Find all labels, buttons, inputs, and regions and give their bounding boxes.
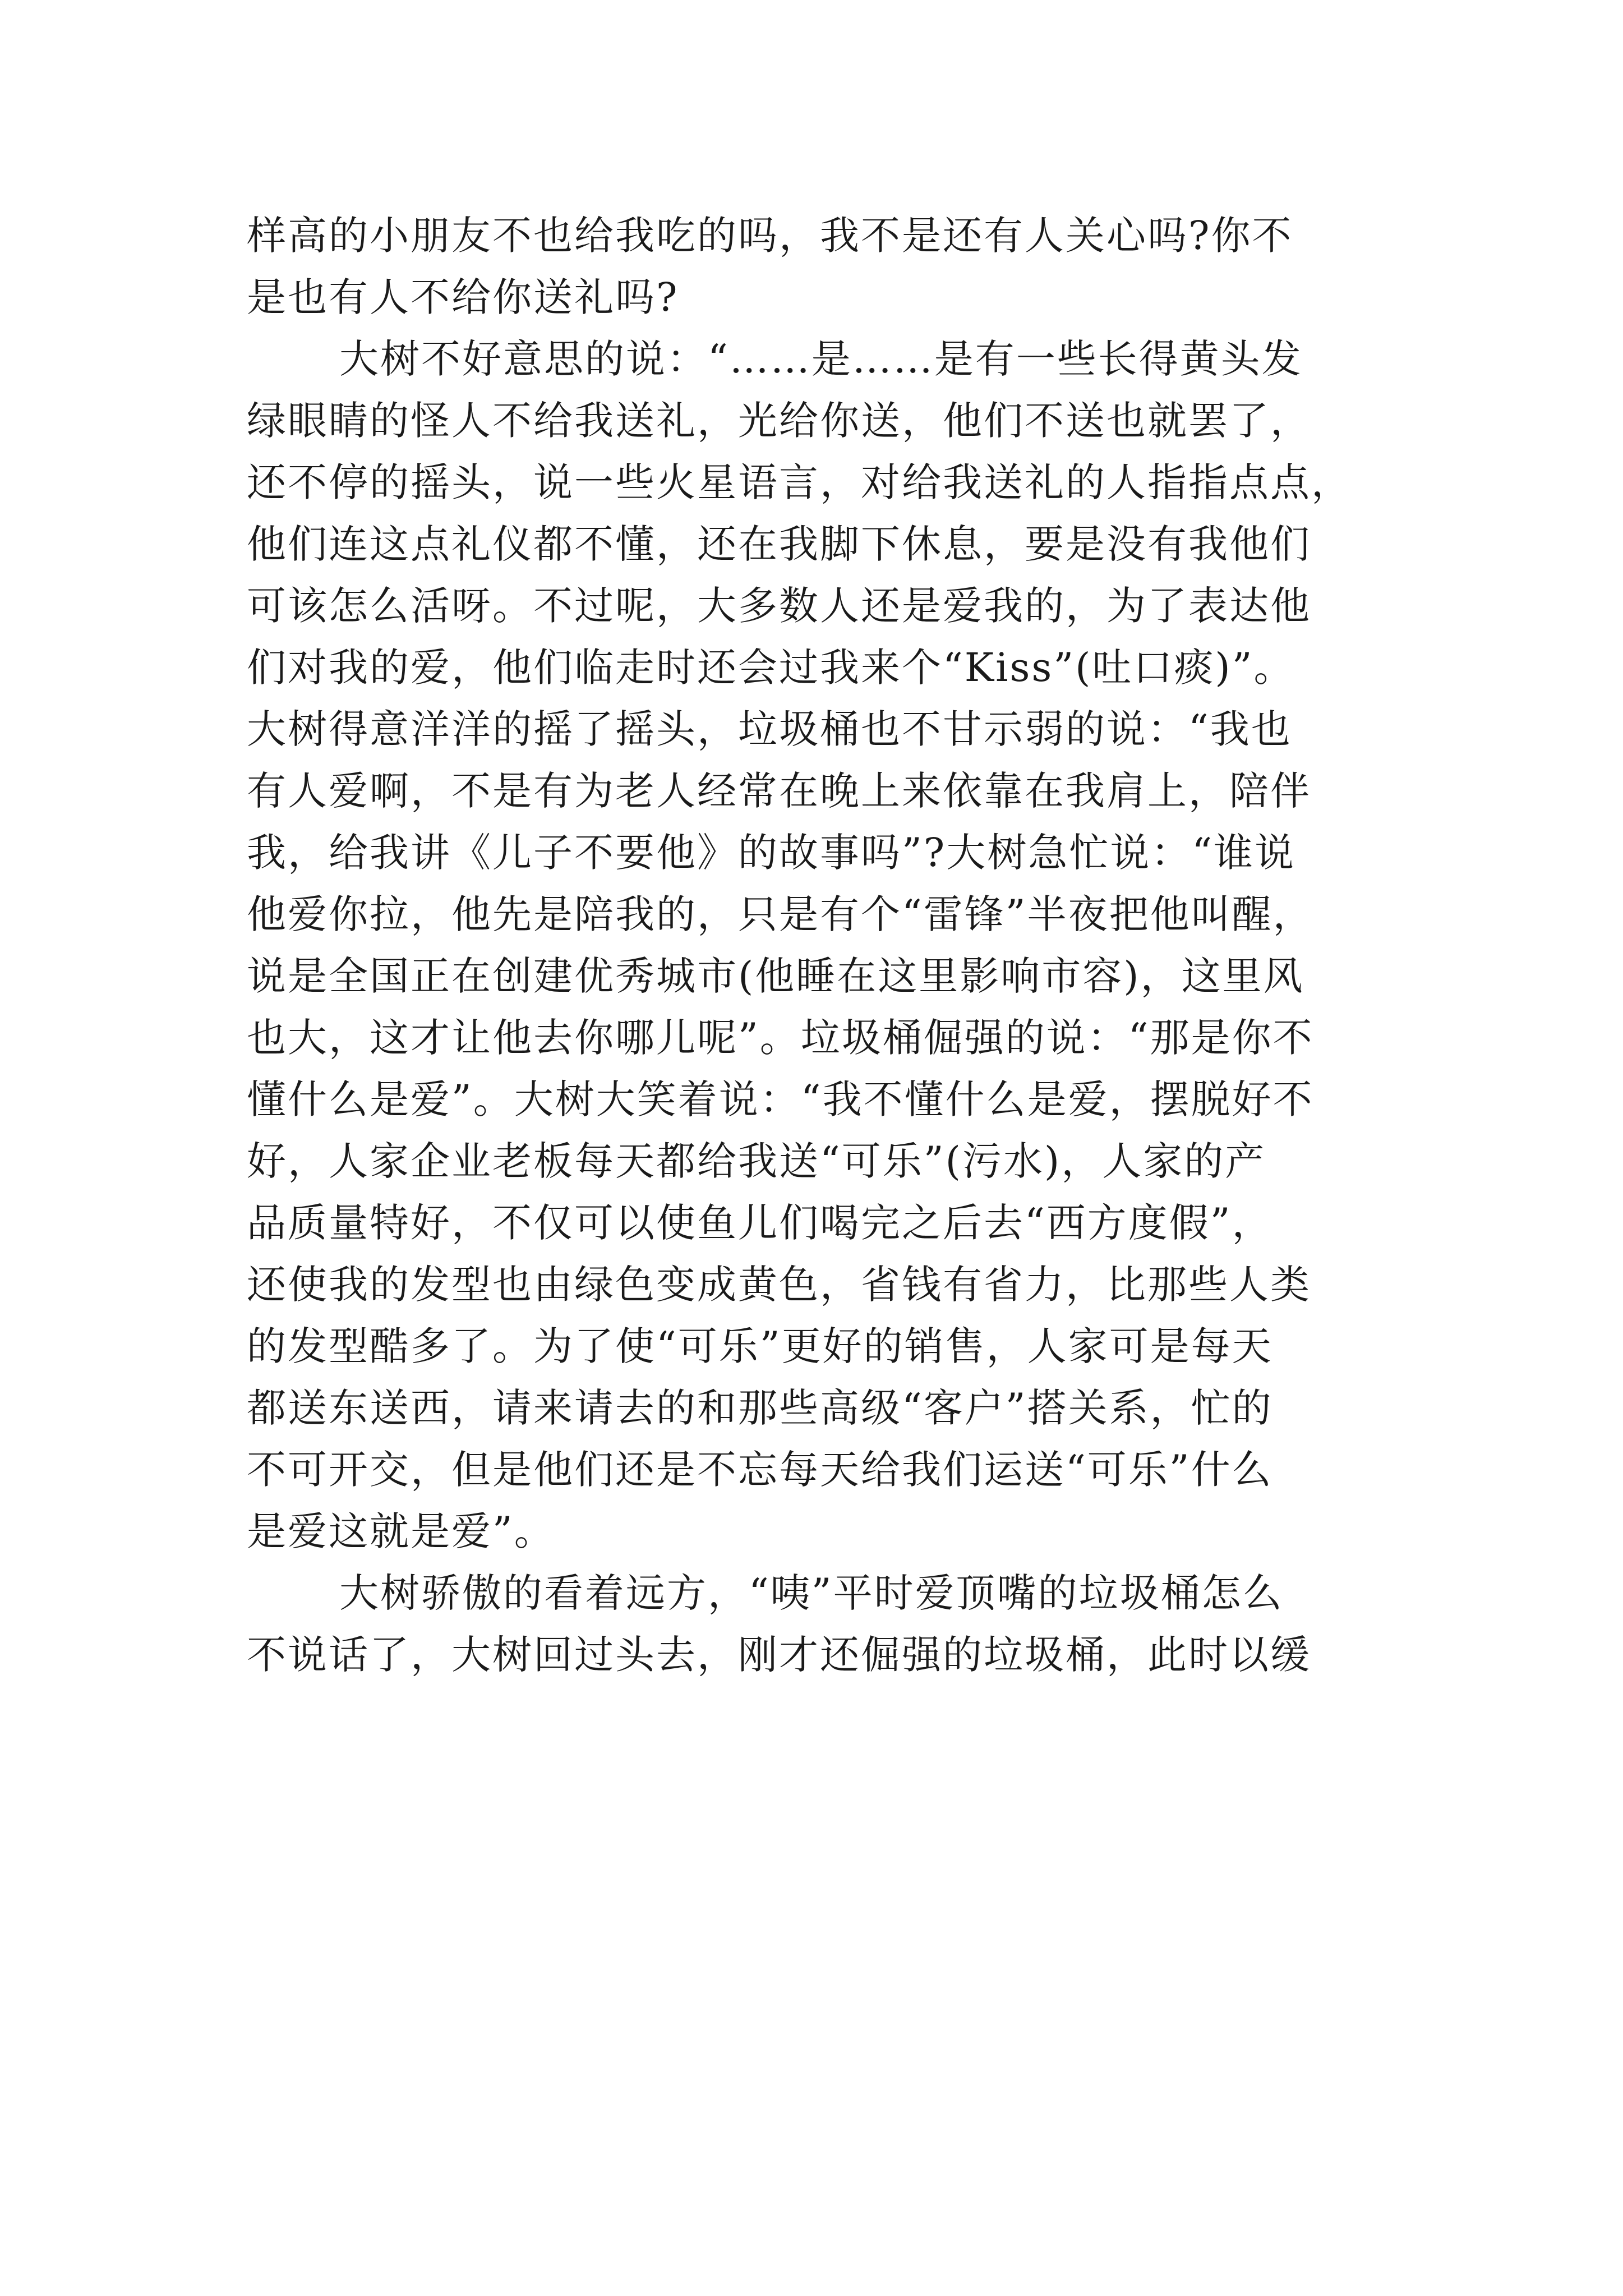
text-line: 大树骄傲的看着远方，“咦”平时爱顶嘴的垃圾桶怎么 [339,1570,1284,1616]
text-line: 绿眼睛的怪人不给我送礼，光给你送，他们不送也就罢了， [247,398,1311,444]
text-line: 大树不好意思的说：“……是……是有一些长得黄头发 [339,336,1303,382]
text-line: 们对我的爱，他们临走时还会过我来个“Kiss”(吐口痰)”。 [247,645,1295,691]
text-line: 也大，这才让他去你哪儿呢”。垃圾桶倔强的说：“那是你不 [247,1015,1314,1061]
text-line: 不说话了，大树回过头去，刚才还倔强的垃圾桶，此时以缓 [247,1632,1311,1678]
text-line: 有人爱啊，不是有为老人经常在晚上来依靠在我肩上，陪伴 [247,768,1311,814]
text-line: 都送东送西，请来请去的和那些高级“客户”搭关系，忙的 [247,1385,1273,1431]
text-line: 是爱这就是爱”。 [247,1508,555,1554]
text-line: 懂什么是爱”。大树大笑着说：“我不懂什么是爱，摆脱好不 [247,1076,1314,1122]
text-line: 他爱你拉，他先是陪我的，只是有个“雷锋”半夜把他叫醒， [247,891,1314,937]
text-line: 还使我的发型也由绿色变成黄色，省钱有省力，比那些人类 [247,1262,1311,1308]
text-line: 是也有人不给你送礼吗? [247,274,679,320]
text-line: 样高的小朋友不也给我吃的吗，我不是还有人关心吗?你不 [247,213,1293,259]
text-line: 不可开交，但是他们还是不忘每天给我们运送“可乐”什么 [247,1447,1273,1493]
text-line: 好，人家企业老板每天都给我送“可乐”(污水)，人家的产 [247,1138,1266,1184]
body-text [247,205,1385,1686]
text-line: 还不停的摇头，说一些火星语言，对给我送礼的人指指点点， [247,459,1352,505]
text-line: 品质量特好，不仅可以使鱼儿们喝完之后去“西方度假”， [247,1200,1273,1246]
text-line: 说是全国正在创建优秀城市(他睡在这里影响市容)，这里风 [247,953,1304,999]
text-line: 我，给我讲《儿子不要他》的故事吗”?大树急忙说：“谁说 [247,830,1296,876]
text-line: 的发型酷多了。为了使“可乐”更好的销售，人家可是每天 [247,1323,1273,1369]
text-line: 可该怎么活呀。不过呢，大多数人还是爱我的，为了表达他 [247,583,1311,629]
text-line: 大树得意洋洋的摇了摇头，垃圾桶也不甘示弱的说：“我也 [247,706,1292,752]
text-line: 他们连这点礼仪都不懂，还在我脚下休息，要是没有我他们 [247,521,1311,567]
